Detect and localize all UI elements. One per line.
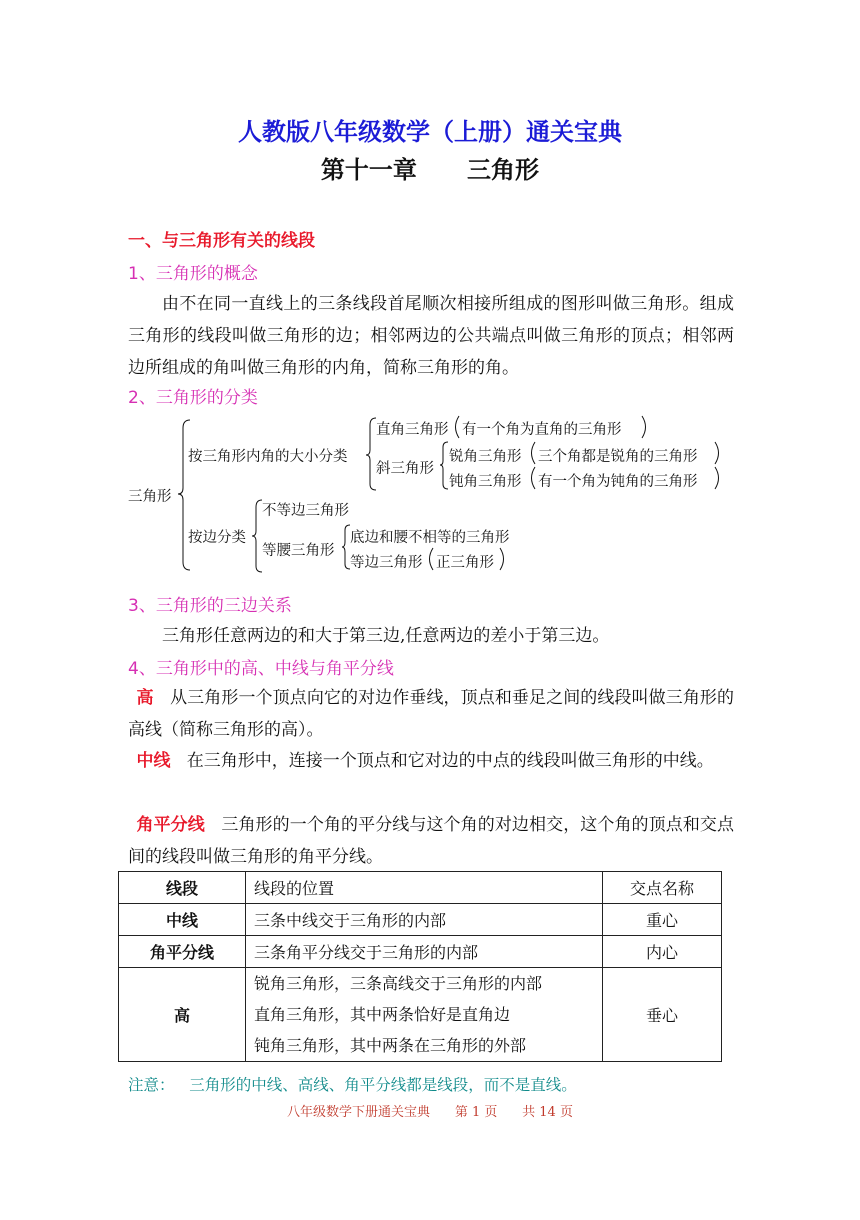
note bbox=[128, 1073, 577, 1095]
tree-by-side: 按边分类 bbox=[188, 530, 246, 546]
table-cell: 三条中线交于三角形的内部 bbox=[246, 904, 603, 936]
concept-heading: 1、三角形的概念 bbox=[128, 264, 258, 284]
median-paragraph bbox=[128, 745, 734, 777]
bisector-text: 三角形的一个角的平分线与这个角的对边相交，这个角的顶点和交点间的线段叫做三角形的角平分线。 bbox=[128, 815, 735, 867]
table-cell: 重心 bbox=[603, 904, 722, 936]
page-footer: 八年级数学下册通关宝典 第 1 页 共 14 页 bbox=[287, 1105, 573, 1120]
sides-heading: 3、三角形的三边关系 bbox=[128, 596, 292, 616]
table-cell: 高 bbox=[119, 968, 246, 1062]
table-cell: 垂心 bbox=[603, 968, 722, 1062]
table-header: 线段的位置 bbox=[246, 872, 603, 904]
height-text: 从三角形一个顶点向它的对边作垂线，顶点和垂足之间的线段叫做三角形的高线（简称三角形的高）。 bbox=[128, 688, 735, 740]
table-row bbox=[119, 904, 722, 936]
tree-isosceles: 等腰三角形 bbox=[262, 543, 335, 559]
table-cell-line: 锐角三角形，三条高线交于三角形的内部 bbox=[254, 974, 543, 993]
height-keyword: 高 bbox=[136, 688, 154, 708]
tree-equilateral-note: 正三角形 bbox=[436, 555, 494, 571]
table-header-row bbox=[119, 872, 722, 904]
table-row bbox=[119, 936, 722, 968]
lines-table bbox=[118, 871, 722, 1062]
tree-obtuse: 钝角三角形 bbox=[449, 474, 522, 490]
height-paragraph bbox=[128, 682, 734, 746]
tree-scalene: 不等边三角形 bbox=[262, 503, 349, 519]
tree-acute-note: 三个角都是锐角的三角形 bbox=[538, 449, 698, 465]
document-title: 人教版八年级数学（上册）通关宝典 bbox=[238, 118, 622, 146]
bisector-keyword: 角平分线 bbox=[136, 815, 205, 835]
table-header: 交点名称 bbox=[603, 872, 722, 904]
tree-acute: 锐角三角形 bbox=[449, 449, 522, 465]
tree-root: 三角形 bbox=[128, 489, 172, 505]
tree-iso-base: 底边和腰不相等的三角形 bbox=[350, 530, 510, 546]
concept-text: 由不在同一直线上的三条线段首尾顺次相接所组成的图形叫做三角形。组成三角形的线段叫做三角形的边；相邻两边的公共端点叫做三角形的顶点；相邻两边所组成的角叫做三角形的内角，简称三角形的角。 bbox=[128, 294, 734, 378]
note-text: 三角形的中线、高线、角平分线都是线段，而不是直线。 bbox=[189, 1076, 577, 1094]
table-cell: 三条角平分线交于三角形的内部 bbox=[246, 936, 603, 968]
median-keyword: 中线 bbox=[136, 751, 171, 771]
classification-heading: 2、三角形的分类 bbox=[128, 388, 258, 408]
tree-right: 直角三角形 bbox=[376, 422, 449, 438]
bisector-paragraph bbox=[128, 809, 734, 873]
lines-heading: 4、三角形中的高、中线与角平分线 bbox=[128, 659, 394, 679]
tree-equilateral: 等边三角形 bbox=[350, 555, 423, 571]
tree-by-angle: 按三角形内角的大小分类 bbox=[188, 449, 348, 465]
note-label: 注意： bbox=[128, 1076, 175, 1094]
table-cell-line: 直角三角形，其中两条恰好是直角边 bbox=[254, 1005, 511, 1024]
table-row bbox=[119, 968, 722, 1062]
table-header: 线段 bbox=[119, 872, 246, 904]
tree-oblique: 斜三角形 bbox=[376, 461, 434, 477]
table-cell: 中线 bbox=[119, 904, 246, 936]
median-text: 在三角形中，连接一个顶点和它对边的中点的线段叫做三角形的中线。 bbox=[186, 751, 714, 771]
table-cell-line: 钝角三角形，其中两条在三角形的外部 bbox=[254, 1036, 527, 1055]
tree-obtuse-note: 有一个角为钝角的三角形 bbox=[538, 474, 698, 490]
table-cell: 角平分线 bbox=[119, 936, 246, 968]
table-cell: 内心 bbox=[603, 936, 722, 968]
section-heading: 一、与三角形有关的线段 bbox=[128, 231, 315, 251]
tree-right-note: 有一个角为直角的三角形 bbox=[462, 422, 622, 438]
chapter-title: 第十一章 三角形 bbox=[320, 156, 540, 184]
sides-text: 三角形任意两边的和大于第三边,任意两边的差小于第三边。 bbox=[162, 626, 610, 646]
table-cell bbox=[246, 968, 603, 1062]
